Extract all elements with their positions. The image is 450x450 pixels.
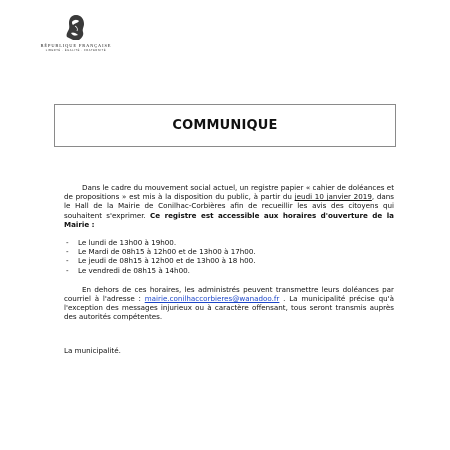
page-title: COMMUNIQUE xyxy=(172,118,278,133)
list-item: - Le vendredi de 08h15 à 14h00. xyxy=(64,266,394,275)
opening-hours-list xyxy=(64,238,394,275)
intro-paragraph xyxy=(64,183,394,229)
list-item: - Le Mardi de 08h15 à 12h00 et de 13h00 à 17h00. xyxy=(64,247,394,256)
email-link[interactable]: mairie.conilhaccorbieres@wanadoo.fr xyxy=(144,294,280,304)
list-item: - Le lundi de 13h00 à 19h00. xyxy=(64,238,394,247)
access-hours-notice: Ce registre est accessible aux horaires d'ouverture de la Mairie : xyxy=(64,210,394,229)
title-box xyxy=(54,104,396,147)
document-body xyxy=(64,183,394,322)
start-date: jeudi 10 janvier 2019 xyxy=(294,192,372,202)
marianne-logo-icon xyxy=(63,14,89,41)
list-item: - Le jeudi de 08h15 à 12h00 et de 13h00 à 18 h00. xyxy=(64,256,394,265)
republic-name: RÉPUBLIQUE FRANÇAISE xyxy=(40,43,112,48)
republic-logo xyxy=(36,14,116,52)
republic-motto: LIBERTÉ · ÉGALITÉ · FRATERNITÉ xyxy=(45,49,107,52)
signature: La municipalité. xyxy=(64,346,121,355)
intro-text-2: , dans le Hall de la Mairie de Conilhac-Corbières afin de recueillir les avis des citoyens qui souhaitent s'exprimer. xyxy=(64,192,394,220)
email-paragraph xyxy=(64,285,394,322)
email-text-1: En dehors de ces horaires, les administrés peuvent transmettre leurs doléances par courriel à l'adresse : xyxy=(64,284,394,304)
email-text-2: . La municipalité précise qu'à l'exception des messages injurieux ou à caractère offensant, tous seront transmis auprès des autorités compétentes. xyxy=(64,294,394,322)
intro-text-1: Dans le cadre du mouvement social actuel, un registre papier « cahier de doléances et de propositions » est mis à la disposition du public, à partir du xyxy=(64,183,394,202)
